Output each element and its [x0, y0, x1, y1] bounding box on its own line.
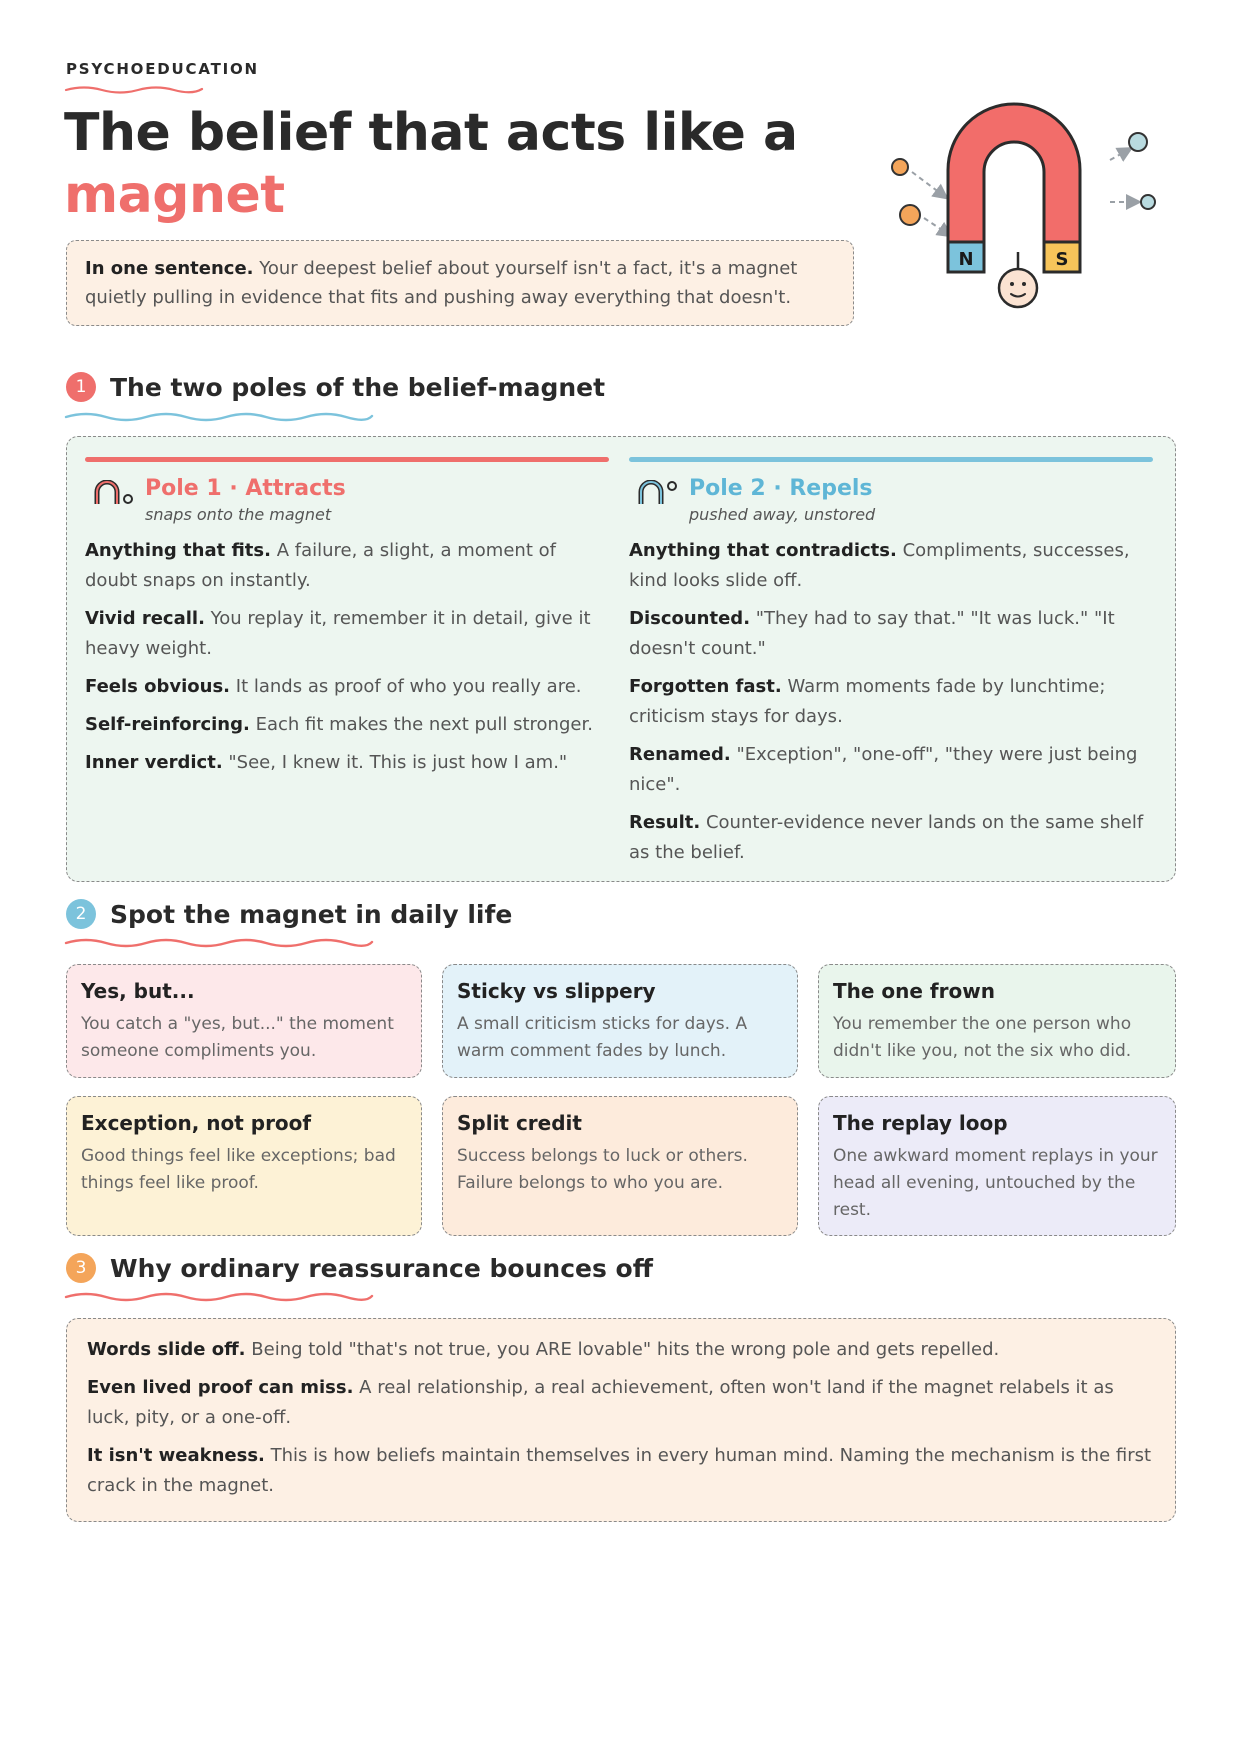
- card-text: One awkward moment replays in your head all evening, untouched by the rest.: [833, 1146, 1158, 1220]
- attracted-dot-small: [892, 159, 908, 175]
- section-number-badge: 3: [66, 1253, 96, 1283]
- pole-item: [629, 536, 1153, 596]
- reassurance-text: A real relationship, a real achievement, often won't land if the magnet relabels it as luck, pity, or a one-off.: [87, 1377, 1114, 1428]
- pole-item: [85, 672, 609, 702]
- pole-title: Pole 1 · Attracts: [145, 476, 346, 501]
- section-1-heading: [66, 372, 605, 402]
- person-eye: [1010, 282, 1014, 286]
- person-eye: [1022, 282, 1026, 286]
- pole-item-lead: Anything that fits.: [85, 540, 271, 561]
- pole-item-lead: Feels obvious.: [85, 676, 231, 697]
- pole-item-lead: Renamed.: [629, 744, 731, 765]
- reassurance-item: [87, 1373, 1155, 1433]
- pole-accent-bar: [629, 457, 1153, 462]
- horseshoe-magnet: [948, 104, 1080, 242]
- pattern-card: [818, 964, 1176, 1078]
- section-title: Why ordinary reassurance bounces off: [110, 1253, 653, 1283]
- pole-item-lead: Self-reinforcing.: [85, 714, 250, 735]
- pattern-card: [442, 964, 798, 1078]
- section-2-squiggle: [64, 936, 374, 948]
- kicker-label: PSYCHOEDUCATION: [66, 60, 259, 78]
- pole-items: [629, 536, 1153, 868]
- section-3-heading: [66, 1253, 653, 1283]
- pole-item-lead: Inner verdict.: [85, 752, 223, 773]
- person-icon: [999, 269, 1037, 307]
- card-text: Success belongs to luck or others. Failure belongs to who you are.: [457, 1146, 748, 1193]
- kicker-squiggle: [64, 84, 204, 94]
- reassurance-panel: [66, 1318, 1176, 1522]
- summary-box: [66, 240, 854, 326]
- pole-items: [85, 536, 609, 778]
- reassurance-text: This is how beliefs maintain themselves in every human mind. Naming the mechanism is the first crack in the magnet.: [87, 1445, 1152, 1496]
- reassurance-lead: Words slide off.: [87, 1339, 246, 1360]
- pole-item: [629, 604, 1153, 664]
- repel-arrow: [1110, 150, 1128, 160]
- pole-subtitle: snaps onto the magnet: [145, 505, 332, 524]
- pole-subtitle: pushed away, unstored: [689, 505, 876, 524]
- reassurance-text: Being told "that's not true, you ARE lovable" hits the wrong pole and gets repelled.: [251, 1339, 1000, 1360]
- card-title: Split credit: [457, 1111, 582, 1135]
- section-number-badge: 2: [66, 899, 96, 929]
- pole-item-text: A failure, a slight, a moment of doubt snaps on instantly.: [85, 540, 556, 591]
- pole-header: [629, 476, 1153, 524]
- section-1-squiggle: [64, 410, 374, 422]
- section-title: The two poles of the belief-magnet: [110, 372, 606, 402]
- reassurance-item: [87, 1441, 1155, 1501]
- attract-arrow: [912, 172, 944, 196]
- magnet-illustration: [888, 100, 1168, 340]
- pole-accent-bar: [85, 457, 609, 462]
- magnet-attract-icon: [93, 480, 135, 506]
- south-label: S: [1055, 249, 1069, 270]
- card-title: The one frown: [833, 979, 995, 1003]
- pole-item: [629, 808, 1153, 868]
- pole-item: [85, 536, 609, 596]
- pole-title: Pole 2 · Repels: [689, 476, 873, 501]
- pole-item: [85, 748, 609, 778]
- pole-item-text: Each fit makes the next pull stronger.: [255, 714, 593, 735]
- section-title: Spot the magnet in daily life: [110, 899, 513, 929]
- pole-item-text: "They had to say that." "It was luck." "It doesn't count.": [629, 608, 1115, 659]
- pattern-card: [442, 1096, 798, 1236]
- magnet-repel-icon: [637, 480, 679, 506]
- poles-panel: [66, 436, 1176, 882]
- pattern-card: [66, 1096, 422, 1236]
- page-title: [64, 102, 798, 226]
- pole-attracts: [85, 457, 609, 786]
- pole-item-text: "Exception", "one-off", "they were just being nice".: [629, 744, 1138, 795]
- card-title: Yes, but...: [81, 979, 195, 1003]
- section-2-heading: [66, 899, 512, 929]
- section-3-squiggle: [64, 1290, 374, 1302]
- pole-item: [629, 740, 1153, 800]
- section-number-badge: 1: [66, 372, 96, 402]
- pole-repels: [629, 457, 1153, 876]
- attract-arrow: [924, 218, 948, 234]
- reassurance-lead: It isn't weakness.: [87, 1445, 265, 1466]
- card-title: Exception, not proof: [81, 1111, 312, 1135]
- pole-item-lead: Discounted.: [629, 608, 751, 629]
- title-accent-word: magnet: [64, 165, 285, 225]
- pole-item-text: "See, I knew it. This is just how I am.": [228, 752, 568, 773]
- pole-item-text: Counter-evidence never lands on the same shelf as the belief.: [629, 812, 1144, 863]
- reassurance-lead: Even lived proof can miss.: [87, 1377, 354, 1398]
- card-text: You remember the one person who didn't like you, not the six who did.: [833, 1014, 1132, 1061]
- card-title: Sticky vs slippery: [457, 979, 656, 1003]
- pole-item: [85, 604, 609, 664]
- card-text: A small criticism sticks for days. A warm comment fades by lunch.: [457, 1014, 748, 1061]
- card-title: The replay loop: [833, 1111, 1008, 1135]
- pole-header: [85, 476, 609, 524]
- pattern-card: [818, 1096, 1176, 1236]
- reassurance-item: [87, 1335, 1155, 1365]
- pole-item-text: Warm moments fade by lunchtime; criticism stays for days.: [629, 676, 1106, 727]
- north-label: N: [958, 249, 974, 270]
- summary-lead: In one sentence.: [85, 258, 254, 279]
- pole-item: [629, 672, 1153, 732]
- summary-text: Your deepest belief about yourself isn't a fact, it's a magnet quietly pulling in evidence that fits and pushing away everything that doesn't.: [85, 258, 798, 308]
- pole-item-lead: Anything that contradicts.: [629, 540, 897, 561]
- title-line: The belief that acts like a: [64, 103, 798, 163]
- pole-item: [85, 710, 609, 740]
- pole-item-text: It lands as proof of who you really are.: [235, 676, 582, 697]
- pole-item-lead: Forgotten fast.: [629, 676, 782, 697]
- repelled-dot-large: [1129, 133, 1147, 151]
- pole-item-lead: Vivid recall.: [85, 608, 205, 629]
- pole-item-text: Compliments, successes, kind looks slide off.: [629, 540, 1130, 591]
- pole-item-text: You replay it, remember it in detail, give it heavy weight.: [85, 608, 591, 659]
- card-text: You catch a "yes, but..." the moment someone compliments you.: [81, 1014, 394, 1061]
- repelled-dot-small: [1141, 195, 1155, 209]
- pole-item-lead: Result.: [629, 812, 701, 833]
- card-text: Good things feel like exceptions; bad things feel like proof.: [81, 1146, 396, 1193]
- attracted-dot-large: [900, 205, 920, 225]
- pattern-card: [66, 964, 422, 1078]
